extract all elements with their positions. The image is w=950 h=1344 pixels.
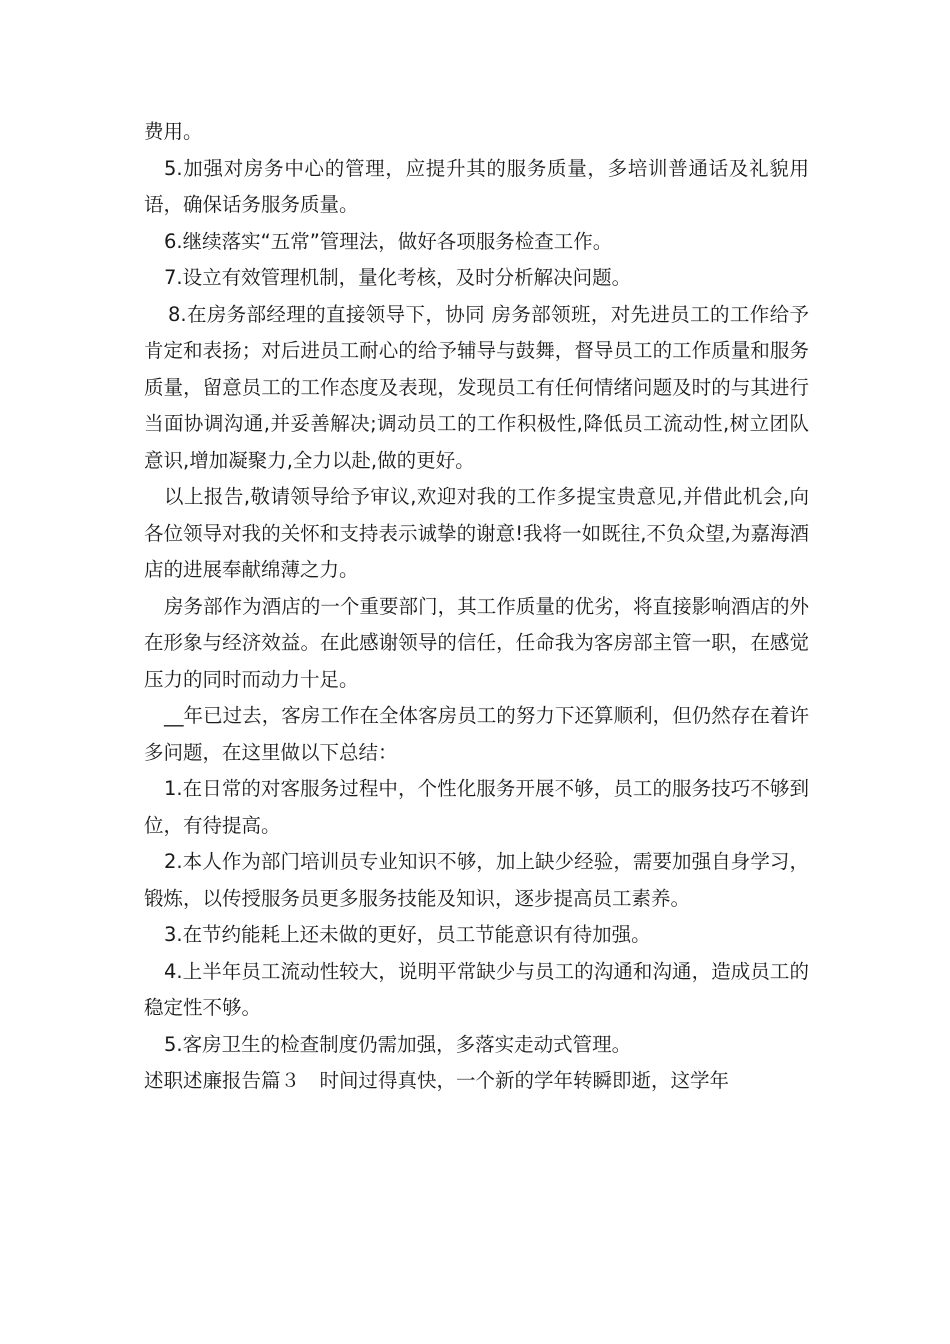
paragraph-issue-1: 1.在日常的对客服务过程中，个性化服务开展不够，员工的服务技巧不够到位，有待提高。 [144,777,809,837]
paragraph-item-6: 6.继续落实“五常”管理法，做好各项服务检查工作。 [164,229,613,253]
paragraph-item-5-house-center: 5.加强对房务中心的管理，应提升其的服务质量，多培训普通话及礼貌用语，确保话务服务质量。 [144,156,809,216]
paragraph-item-7: 7.设立有效管理机制，量化考核，及时分析解决问题。 [164,266,632,289]
paragraph-issue-3: 3.在节约能耗上还未做的更好，员工节能意识有待加强。 [164,923,651,946]
paragraph-item-8: 8.在房务部经理的直接领导下，协同 房务部领班，对先进员工的工作给予肯定和表扬；对后进员工耐心的给予辅导与鼓舞，督导员工的工作质量和服务质量，留意员工的工作态度及表现，发现员工有任何情绪问题及时的与其进行当面协调沟通,并妥善解决;调动员工的工作积极性,降低员工流动性,树立团队意识,增加凝聚力,全力以赴,做的更好。 [144,302,809,472]
paragraph-report-closing: 以上报告,敬请领导给予审议,欢迎对我的工作多提宝贵意见,并借此机会,向各位领导对我的关怀和支持表示诚挚的谢意!我将一如既往,不负众望,为嘉海酒店的进展奉献绵薄之力。 [144,485,809,581]
paragraph-department-intro: 房务部作为酒店的一个重要部门，其工作质量的优劣，将直接影响酒店的外在形象与经济效益。在此感谢领导的信任，任命我为客房部主管一职，在感觉压力的同时而动力十足。 [144,594,809,691]
paragraph-issue-2: 2.本人作为部门培训员专业知识不够，加上缺少经验，需要加强自身学习，锻炼，以传授服务员更多服务技能及知识，逐步提高员工素养。 [144,850,809,910]
paragraph-section-3-start: 述职述廉报告篇３ 时间过得真快，一个新的学年转瞬即逝，这学年 [144,1069,730,1092]
paragraph-continuation: 费用。 [144,120,203,143]
document-body [144,114,809,1100]
paragraph-issue-4: 4.上半年员工流动性较大，说明平常缺少与员工的沟通和沟通，造成员工的稳定性不够。 [144,959,809,1019]
paragraph-year-summary: __年已过去，客房工作在全体客房员工的努力下还算顺利，但仍然存在着许多问题，在这里做以下总结： [144,704,809,764]
paragraph-issue-5: 5.客房卫生的检查制度仍需加强，多落实走动式管理。 [164,1032,632,1056]
